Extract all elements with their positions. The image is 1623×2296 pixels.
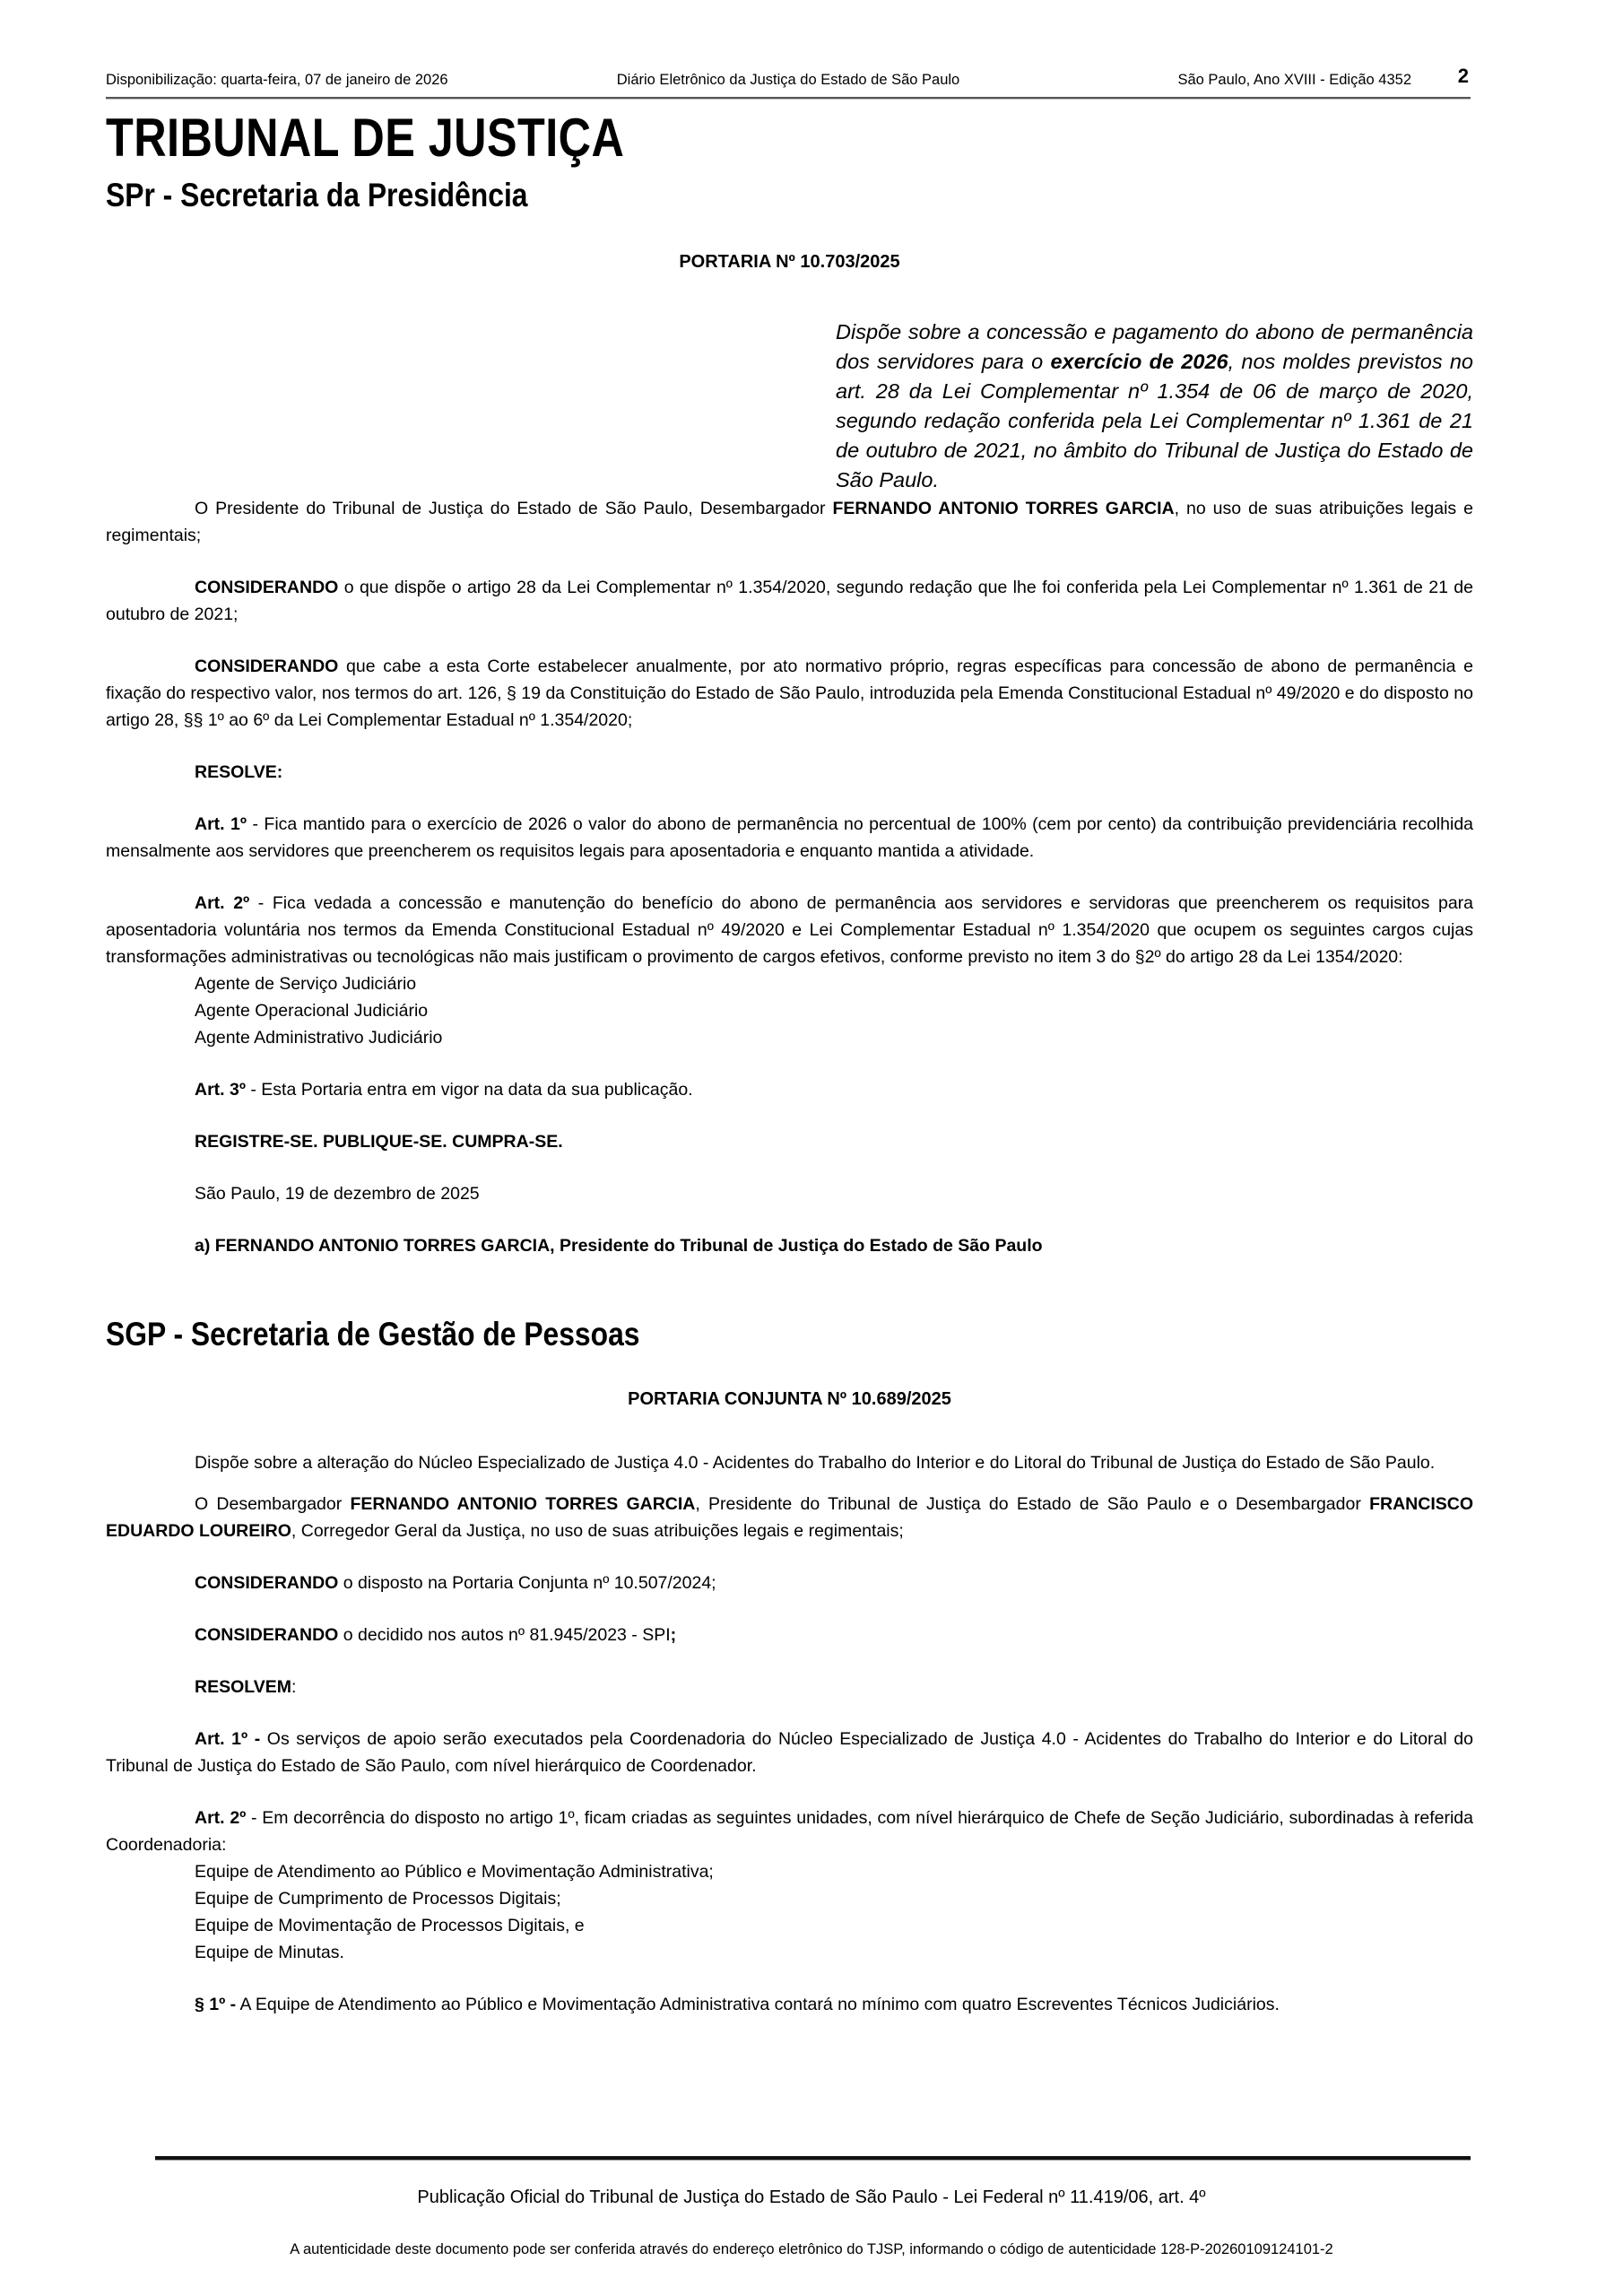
presidente-post: , no uso de suas atribuições legais e regimentais; — [106, 499, 1473, 545]
considerando-2-text: que cabe a esta Corte estabelecer anualmente, por ato normativo próprio, regras específicas para concessão de abono de permanência e fixação do respectivo valor, nos termos do art. 126, § 19 da Constituição do Estado de São Paulo, introduzida pela Emenda Constitucional Estadual nº 49/2020 e do disposto no artigo 28, §§ 1º ao 6º da Lei Complementar Estadual nº 1.354/2020; — [106, 657, 1473, 730]
article-2-doc2 — [106, 1805, 1473, 1858]
article-1 — [106, 811, 1473, 865]
document-body — [106, 108, 1474, 2043]
article-1-doc2-text: Os serviços de apoio serão executados pela Coordenadoria do Núcleo Especializado de Justiça 4.0 - Acidentes do Trabalho do Interior e do Litoral do Tribunal de Justiça do Estado de São Paulo, com nível hierárquico de Coordenador. — [106, 1729, 1473, 1776]
ementa-text-bold: exercício de 2026 — [1050, 350, 1228, 373]
resolvem-line — [106, 1674, 1473, 1700]
list-item: Agente Administrativo Judiciário — [195, 1028, 443, 1048]
article-3 — [106, 1076, 1473, 1103]
article-2-label: Art. 2º — [195, 893, 250, 913]
footer-divider — [155, 2156, 1471, 2161]
resolve-line — [106, 759, 1473, 786]
paragraph-considerando-2 — [106, 653, 1473, 734]
article-3-text: - Esta Portaria entra em vigor na data da sua publicação. — [245, 1080, 693, 1100]
presidente-name: FERNANDO ANTONIO TORRES GARCIA — [832, 499, 1175, 518]
list-item: Equipe de Minutas. — [195, 1943, 344, 1962]
portaria-heading-2: PORTARIA CONJUNTA Nº 10.689/2025 — [628, 1389, 951, 1409]
signature-line — [106, 1232, 1473, 1259]
list-item: Equipe de Movimentação de Processos Digitais, e — [195, 1916, 585, 1935]
list-item: Equipe de Atendimento ao Público e Movimentação Administrativa; — [195, 1862, 714, 1882]
list-item: Agente de Serviço Judiciário — [195, 974, 417, 994]
article-2-doc2-text: - Em decorrência do disposto no artigo 1º, ficam criadas as seguintes unidades, com nível hierárquico de Chefe de Seção Judiciário, subordinadas à referida Coordenadoria: — [106, 1808, 1473, 1855]
considerando-4-text: o decidido nos autos nº 81.945/2023 - SPI — [338, 1625, 671, 1645]
list-item: Agente Operacional Judiciário — [195, 1001, 429, 1021]
cargo-list — [106, 970, 1473, 1051]
paragraph-presidente — [106, 495, 1473, 549]
portaria-heading-1: PORTARIA Nº 10.703/2025 — [679, 252, 900, 272]
article-1-doc2 — [106, 1726, 1473, 1779]
footer-authenticity-note: A autenticidade deste documento pode ser conferida através do endereço eletrônico do TJSP, informando o código de autenticidade 128-P-20260109124101-2 — [290, 2241, 1333, 2257]
ementa-block — [836, 317, 1473, 495]
dateline: São Paulo, 19 de dezembro de 2025 — [195, 1184, 480, 1204]
considerando-3-text: o disposto na Portaria Conjunta nº 10.507/2024; — [338, 1573, 716, 1593]
article-2-text: - Fica vedada a concessão e manutenção do benefício do abono de permanência aos servidores e servidoras que preencherem os requisitos para aposentadoria voluntária nos termos da Emenda Constitucional Estadual nº 49/2020 e Lei Complementar Estadual nº 1.354/2020 que ocupem os seguintes cargos cujas transformações administrativas ou tecnológicas não mais justificam o provimento de cargos efetivos, conforme previsto no item 3 do §2º do artigo 28 da Lei 1354/2020: — [106, 893, 1474, 967]
presidente-pre: O Presidente do Tribunal de Justiça do Estado de São Paulo, Desembargador — [195, 499, 833, 518]
article-3-label: Art. 3º — [195, 1080, 246, 1100]
article-2-doc2-label: Art. 2º — [195, 1808, 247, 1828]
paragraph-desembargadores — [106, 1491, 1473, 1544]
paragraph-considerando-4 — [106, 1622, 1473, 1648]
considerando-1-text: o que dispõe o artigo 28 da Lei Complementar nº 1.354/2020, segundo redação que lhe foi conferida pela Lei Complementar nº 1.361 de 21 de outubro de 2021; — [106, 578, 1473, 624]
page-header — [106, 65, 1471, 93]
registre-label: REGISTRE-SE. PUBLIQUE-SE. CUMPRA-SE. — [195, 1132, 563, 1152]
considerando-1-label: CONSIDERANDO — [195, 578, 339, 597]
article-2 — [106, 890, 1473, 970]
resolvem-label: RESOLVEM — [195, 1677, 291, 1697]
considerando-2-label: CONSIDERANDO — [195, 657, 339, 676]
signature-text: a) FERNANDO ANTONIO TORRES GARCIA, Presidente do Tribunal de Justiça do Estado de São Paulo — [195, 1236, 1043, 1256]
article-1-doc2-label: Art. 1º - — [195, 1729, 261, 1749]
header-edition-info: São Paulo, Ano XVIII - Edição 4352 — [1177, 72, 1411, 88]
article-1-text: - Fica mantido para o exercício de 2026 o valor do abono de permanência no percentual de 100% (cem por cento) da contribuição previdenciária recolhida mensalmente aos servidores que preencherem os requisitos legais para aposentadoria e enquanto mantida a atividade. — [106, 814, 1474, 861]
ementa-text-pre: Dispõe sobre a concessão e pagamento do abono de permanência dos servidores para o — [836, 320, 1473, 373]
equipe-list — [106, 1858, 1473, 1966]
header-publication-title: Diário Eletrônico da Justiça do Estado de São Paulo — [616, 72, 960, 88]
paragraph-1-doc2 — [106, 1991, 1473, 2018]
paragraph-1-text: A Equipe de Atendimento ao Público e Movimentação Administrativa contará no mínimo com quatro Escreventes Técnicos Judiciários. — [236, 1995, 1280, 2014]
desemb-pre: O Desembargador — [195, 1494, 351, 1514]
desemb-mid: , Presidente do Tribunal de Justiça do Estado de São Paulo e o Desembargador — [695, 1494, 1370, 1514]
list-item: Equipe de Cumprimento de Processos Digitais; — [195, 1889, 561, 1909]
desemb-name-2: FRANCISCO EDUARDO LOUREIRO — [106, 1494, 1473, 1541]
paragraph-1-label: § 1º - — [195, 1995, 237, 2014]
paragraph-considerando-3 — [106, 1570, 1473, 1596]
registre-line — [106, 1128, 1473, 1155]
article-1-label: Art. 1º — [195, 814, 247, 834]
section-title-sgp: SGP - Secretaria de Gestão de Pessoas — [106, 1316, 640, 1352]
considerando-4-label: CONSIDERANDO — [195, 1625, 339, 1645]
org-title: TRIBUNAL DE JUSTIÇA — [106, 108, 625, 168]
desemb-post: , Corregedor Geral da Justiça, no uso de suas atribuições legais e regimentais; — [291, 1521, 904, 1541]
header-divider — [106, 97, 1471, 100]
header-availability-date: Disponibilização: quarta-feira, 07 de janeiro de 2026 — [106, 72, 448, 88]
paragraph-considerando-1 — [106, 574, 1473, 628]
paragraph-intro-2: Dispõe sobre a alteração do Núcleo Especializado de Justiça 4.0 - Acidentes do Trabalho do Interior e do Litoral do Tribunal de Justiça do Estado de São Paulo. — [195, 1453, 1436, 1473]
considerando-3-label: CONSIDERANDO — [195, 1573, 339, 1593]
resolve-label: RESOLVE: — [195, 762, 283, 782]
ementa-text-post: , nos moldes previstos no art. 28 da Lei Complementar nº 1.354 de 06 de março de 2020, segundo redação conferida pela Lei Complementar nº 1.361 de 21 de outubro de 2021, no âmbito do Tribunal de Justiça do Estado de São Paulo. — [836, 350, 1473, 491]
resolvem-colon: : — [291, 1677, 297, 1697]
considerando-4-end: ; — [670, 1625, 677, 1645]
desemb-name-1: FERNANDO ANTONIO TORRES GARCIA — [350, 1494, 696, 1514]
page-number: 2 — [1457, 65, 1469, 87]
section-title-spr: SPr - Secretaria da Presidência — [106, 177, 528, 213]
footer-official-publication: Publicação Oficial do Tribunal de Justiça do Estado de São Paulo - Lei Federal nº 11.419/06, art. 4º — [417, 2187, 1206, 2207]
